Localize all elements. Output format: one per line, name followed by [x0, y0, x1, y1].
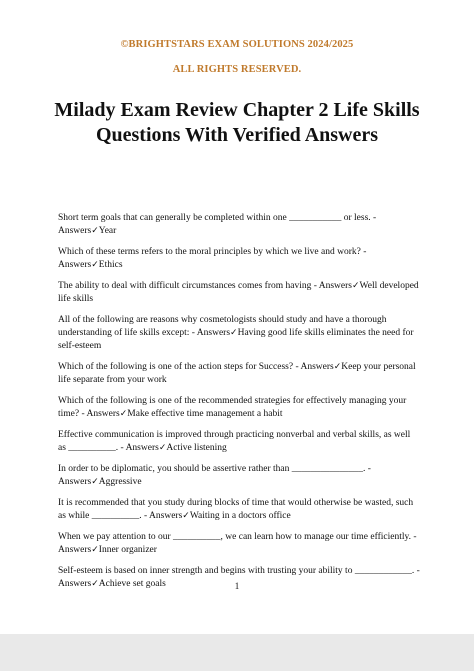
answers-label: Answers: [125, 443, 159, 453]
answers-label: Answers: [149, 511, 183, 521]
copyright-line-1: ©BRIGHTSTARS EXAM SOLUTIONS 2024/2025: [120, 39, 354, 50]
qa-item: [58, 314, 420, 353]
question-text: In order to be diplomatic, you should be assertive rather than _______________. -: [58, 464, 371, 474]
checkmark-icon: ✓: [158, 443, 167, 453]
question-text: Self-esteem is based on inner strength and begins with trusting your ability to ____________. -: [58, 566, 420, 576]
checkmark-icon: ✓: [119, 409, 128, 419]
page-background-strip: [0, 634, 474, 671]
checkmark-icon: ✓: [230, 328, 238, 338]
answers-label: Answers: [58, 477, 92, 487]
checkmark-icon: ✓: [91, 260, 99, 270]
answer-text: Ethics: [98, 260, 123, 270]
answer-text: Make effective time management a habit: [127, 409, 283, 419]
qa-item: [58, 246, 420, 272]
qa-list: [58, 212, 420, 599]
answer-text: Inner organizer: [98, 545, 157, 555]
answer-text: Active listening: [166, 443, 227, 453]
qa-item: [58, 212, 420, 238]
question-text: Short term goals that can generally be completed within one ___________ or less. -: [58, 213, 377, 223]
checkmark-icon: ✓: [91, 545, 99, 555]
answer-text: Achieve set goals: [98, 579, 166, 589]
qa-item: [58, 497, 420, 523]
qa-item: [58, 280, 420, 306]
answer-text: Well developed life skills: [58, 281, 419, 304]
answers-label: Answers: [58, 260, 92, 270]
question-text: Which of the following is one of the recommended strategies for effectively managing your time? -: [58, 396, 407, 419]
qa-item: [58, 395, 420, 421]
page-number: 1: [234, 581, 240, 591]
qa-item: [58, 361, 420, 387]
answers-label: Answers: [58, 545, 92, 555]
question-text: Which of the following is one of the action steps for Success? -: [58, 362, 301, 372]
document-title: Milady Exam Review Chapter 2 Life Skills Questions With Verified Answers: [54, 99, 420, 146]
answers-label: Answers: [196, 328, 231, 338]
answer-text: Year: [98, 226, 117, 236]
checkmark-icon: ✓: [91, 226, 99, 236]
question-text: When we pay attention to our __________, we can learn how to manage our time efficiently. -: [58, 532, 417, 542]
answer-text: Aggressive: [98, 477, 142, 487]
copyright-line-2: ALL RIGHTS RESERVED.: [172, 64, 302, 75]
question-text: It is recommended that you study during blocks of time that would otherwise be wasted, such as while __________. -: [58, 498, 414, 521]
checkmark-icon: ✓: [352, 281, 360, 291]
checkmark-icon: ✓: [182, 511, 190, 521]
answers-label: Answers: [300, 362, 334, 372]
question-text: The ability to deal with difficult circumstances comes from having -: [58, 281, 319, 291]
answers-label: Answers: [58, 226, 92, 236]
answers-label: Answers: [318, 281, 352, 291]
question-text: Which of these terms refers to the moral principles by which we live and work? -: [58, 247, 367, 257]
checkmark-icon: ✓: [91, 579, 99, 589]
question-text: Effective communication is improved through practicing nonverbal and verbal skills, as well as __________. -: [58, 430, 411, 453]
qa-item: [58, 429, 420, 455]
checkmark-icon: ✓: [91, 477, 99, 487]
checkmark-icon: ✓: [333, 362, 342, 372]
qa-item: [58, 463, 420, 489]
answer-text: Waiting in a doctors office: [189, 511, 291, 521]
qa-item: [58, 531, 420, 557]
answer-text: Keep your personal life separate from your work: [58, 362, 416, 385]
answers-label: Answers: [86, 409, 120, 419]
answers-label: Answers: [58, 579, 92, 589]
answer-text: Having good life skills eliminates the need for self-esteem: [58, 328, 414, 351]
question-text: All of the following are reasons why cosmetologists should study and have a thorough understanding of life skills except: -: [58, 315, 387, 338]
